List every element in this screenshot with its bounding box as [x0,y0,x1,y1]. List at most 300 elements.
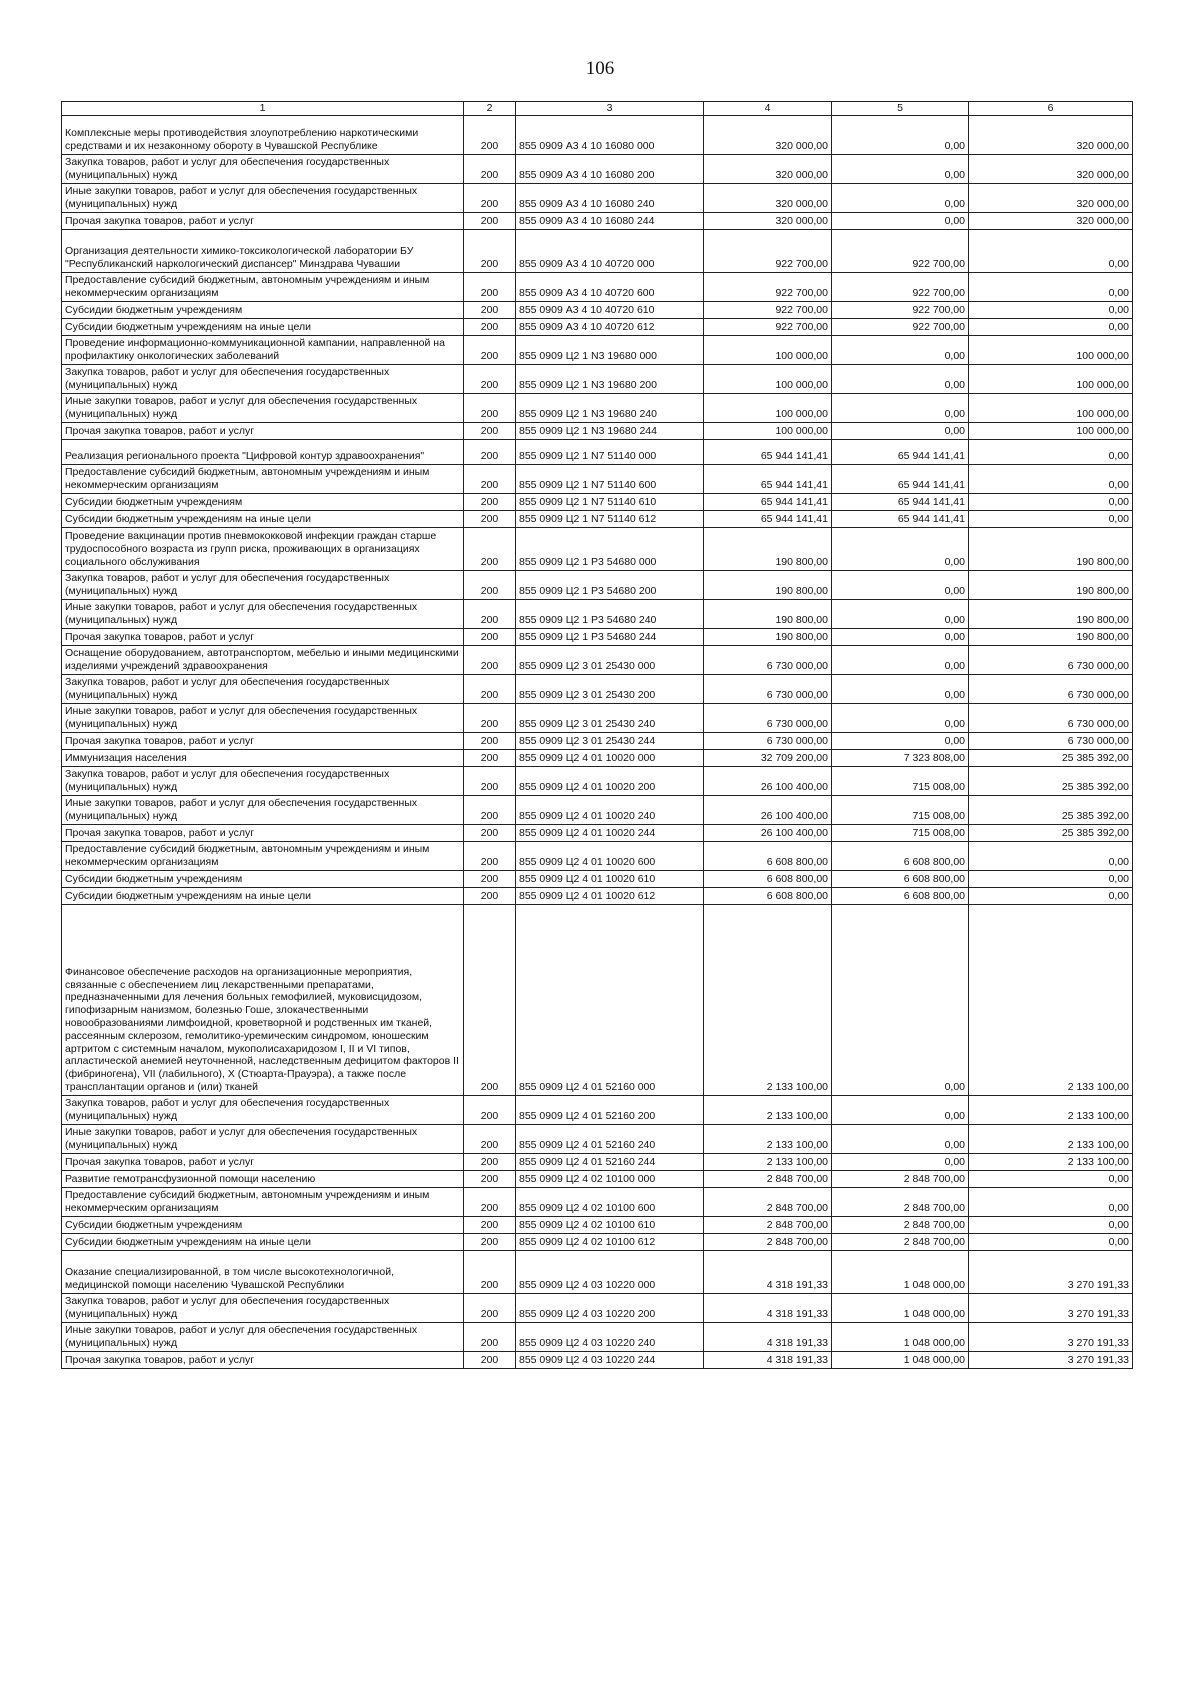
row-col2: 200 [464,439,516,464]
row-code: 855 0909 Ц2 4 01 52160 200 [516,1095,704,1124]
row-name: Субсидии бюджетным учреждениям на иные цели [62,1233,464,1250]
row-value-4: 190 800,00 [704,570,832,599]
row-name: Прочая закупка товаров, работ и услуг [62,1153,464,1170]
row-value-6: 2 133 100,00 [969,1095,1133,1124]
row-value-4: 100 000,00 [704,364,832,393]
row-code: 855 0909 Ц2 1 P3 54680 244 [516,628,704,645]
row-col2: 200 [464,115,516,154]
row-value-6: 3 270 191,33 [969,1293,1133,1322]
row-value-4: 6 730 000,00 [704,645,832,674]
row-name: Прочая закупка товаров, работ и услуг [62,422,464,439]
row-value-4: 922 700,00 [704,229,832,272]
table-row [62,510,1133,527]
page-number: 106 [585,58,615,79]
row-value-4: 2 133 100,00 [704,904,832,1095]
row-code: 855 0909 А3 4 10 40720 610 [516,301,704,318]
row-value-4: 190 800,00 [704,599,832,628]
row-value-4: 4 318 191,33 [704,1250,832,1293]
row-value-6: 25 385 392,00 [969,824,1133,841]
row-col2: 200 [464,464,516,493]
table-row [62,904,1133,1095]
table-row [62,1124,1133,1153]
row-value-4: 2 133 100,00 [704,1095,832,1124]
row-col2: 200 [464,766,516,795]
row-value-6: 6 730 000,00 [969,645,1133,674]
row-value-6: 25 385 392,00 [969,749,1133,766]
row-code: 855 0909 Ц2 4 02 10100 612 [516,1233,704,1250]
row-value-6: 0,00 [969,870,1133,887]
row-value-4: 65 944 141,41 [704,464,832,493]
row-value-6: 0,00 [969,272,1133,301]
row-code: 855 0909 Ц2 4 01 52160 244 [516,1153,704,1170]
row-value-6: 190 800,00 [969,628,1133,645]
row-name: Закупка товаров, работ и услуг для обеспечения государственных (муниципальных) нужд [62,364,464,393]
row-code: 855 0909 Ц2 4 03 10220 244 [516,1351,704,1368]
table-row [62,1170,1133,1187]
row-value-6: 100 000,00 [969,364,1133,393]
row-value-5: 0,00 [832,628,969,645]
row-col2: 200 [464,229,516,272]
row-col2: 200 [464,493,516,510]
row-name: Закупка товаров, работ и услуг для обеспечения государственных (муниципальных) нужд [62,154,464,183]
table-row [62,645,1133,674]
row-value-4: 190 800,00 [704,527,832,570]
row-value-5: 0,00 [832,732,969,749]
row-value-5: 1 048 000,00 [832,1293,969,1322]
row-value-6: 25 385 392,00 [969,766,1133,795]
row-code: 855 0909 Ц2 4 01 10020 200 [516,766,704,795]
row-name: Закупка товаров, работ и услуг для обеспечения государственных (муниципальных) нужд [62,674,464,703]
row-value-5: 65 944 141,41 [832,439,969,464]
row-code: 855 0909 Ц2 1 N3 19680 240 [516,393,704,422]
table-row [62,824,1133,841]
row-name: Иные закупки товаров, работ и услуг для обеспечения государственных (муниципальных) нужд [62,599,464,628]
row-value-4: 2 848 700,00 [704,1233,832,1250]
row-name: Закупка товаров, работ и услуг для обеспечения государственных (муниципальных) нужд [62,1095,464,1124]
row-value-6: 190 800,00 [969,599,1133,628]
row-col2: 200 [464,1216,516,1233]
row-name: Закупка товаров, работ и услуг для обеспечения государственных (муниципальных) нужд [62,570,464,599]
row-col2: 200 [464,527,516,570]
table-row [62,703,1133,732]
row-code: 855 0909 Ц2 1 N3 19680 200 [516,364,704,393]
table-row [62,1250,1133,1293]
table-row [62,1216,1133,1233]
header-col-4: 4 [704,102,832,116]
table-row [62,749,1133,766]
row-value-5: 0,00 [832,1095,969,1124]
row-code: 855 0909 Ц2 4 02 10100 600 [516,1187,704,1216]
row-value-6: 0,00 [969,510,1133,527]
row-value-6: 25 385 392,00 [969,795,1133,824]
row-code: 855 0909 Ц2 1 N3 19680 244 [516,422,704,439]
row-value-6: 6 730 000,00 [969,732,1133,749]
table-row [62,212,1133,229]
row-value-6: 100 000,00 [969,393,1133,422]
row-value-6: 100 000,00 [969,422,1133,439]
table-row [62,1351,1133,1368]
row-value-4: 6 730 000,00 [704,674,832,703]
row-code: 855 0909 Ц2 4 02 10100 610 [516,1216,704,1233]
row-col2: 200 [464,510,516,527]
header-col-2: 2 [464,102,516,116]
row-value-6: 0,00 [969,1216,1133,1233]
row-value-6: 100 000,00 [969,335,1133,364]
row-col2: 200 [464,272,516,301]
table-row [62,318,1133,335]
row-value-4: 320 000,00 [704,212,832,229]
row-name: Комплексные меры противодействия злоупотреблению наркотическими средствами и их незаконному обороту в Чувашской Республике [62,115,464,154]
row-code: 855 0909 Ц2 4 03 10220 240 [516,1322,704,1351]
row-value-4: 4 318 191,33 [704,1351,832,1368]
row-value-4: 4 318 191,33 [704,1322,832,1351]
row-col2: 200 [464,904,516,1095]
row-value-5: 715 008,00 [832,824,969,841]
table-row [62,887,1133,904]
row-name: Иные закупки товаров, работ и услуг для обеспечения государственных (муниципальных) нужд [62,1322,464,1351]
row-code: 855 0909 А3 4 10 16080 240 [516,183,704,212]
row-value-5: 922 700,00 [832,229,969,272]
row-value-6: 2 133 100,00 [969,1124,1133,1153]
row-value-5: 715 008,00 [832,766,969,795]
row-col2: 200 [464,1187,516,1216]
row-code: 855 0909 Ц2 1 P3 54680 240 [516,599,704,628]
row-col2: 200 [464,599,516,628]
row-code: 855 0909 А3 4 10 40720 000 [516,229,704,272]
table-row [62,674,1133,703]
row-value-5: 0,00 [832,364,969,393]
table-row [62,439,1133,464]
header-col-1: 1 [62,102,464,116]
row-col2: 200 [464,1250,516,1293]
row-code: 855 0909 Ц2 4 01 10020 610 [516,870,704,887]
row-name: Предоставление субсидий бюджетным, автономным учреждениям и иным некоммерческим организациям [62,1187,464,1216]
row-value-6: 320 000,00 [969,183,1133,212]
row-code: 855 0909 Ц2 3 01 25430 240 [516,703,704,732]
row-col2: 200 [464,824,516,841]
row-name: Субсидии бюджетным учреждениям [62,301,464,318]
row-name: Прочая закупка товаров, работ и услуг [62,212,464,229]
row-col2: 200 [464,732,516,749]
table-row [62,301,1133,318]
row-value-4: 6 608 800,00 [704,887,832,904]
row-value-4: 65 944 141,41 [704,493,832,510]
row-value-5: 7 323 808,00 [832,749,969,766]
table-row [62,493,1133,510]
table-row [62,1233,1133,1250]
row-name: Субсидии бюджетным учреждениям на иные цели [62,510,464,527]
row-value-4: 100 000,00 [704,335,832,364]
row-value-5: 1 048 000,00 [832,1351,969,1368]
row-col2: 200 [464,364,516,393]
row-name: Иные закупки товаров, работ и услуг для обеспечения государственных (муниципальных) нужд [62,393,464,422]
row-name: Субсидии бюджетным учреждениям на иные цели [62,318,464,335]
row-value-6: 320 000,00 [969,115,1133,154]
row-name: Оказание специализированной, в том числе высокотехнологичной, медицинской помощи населению Чувашской Республики [62,1250,464,1293]
table-row [62,422,1133,439]
row-value-6: 320 000,00 [969,154,1133,183]
row-code: 855 0909 Ц2 4 02 10100 000 [516,1170,704,1187]
row-value-4: 65 944 141,41 [704,510,832,527]
row-value-5: 0,00 [832,393,969,422]
table-row [62,732,1133,749]
row-value-5: 0,00 [832,527,969,570]
table-row [62,335,1133,364]
row-col2: 200 [464,749,516,766]
row-value-4: 6 608 800,00 [704,870,832,887]
row-value-6: 0,00 [969,1233,1133,1250]
row-col2: 200 [464,674,516,703]
table-row [62,272,1133,301]
row-value-4: 6 730 000,00 [704,703,832,732]
row-code: 855 0909 Ц2 3 01 25430 244 [516,732,704,749]
row-code: 855 0909 Ц2 1 N7 51140 600 [516,464,704,493]
table-row [62,1322,1133,1351]
budget-table [61,101,1133,1369]
row-code: 855 0909 Ц2 3 01 25430 000 [516,645,704,674]
row-value-6: 0,00 [969,464,1133,493]
row-name: Иные закупки товаров, работ и услуг для обеспечения государственных (муниципальных) нужд [62,183,464,212]
row-name: Прочая закупка товаров, работ и услуг [62,628,464,645]
row-value-6: 190 800,00 [969,570,1133,599]
table-row [62,766,1133,795]
row-name: Проведение вакцинации против пневмококковой инфекции граждан старше трудоспособного возраста из групп риска, проживающих в организациях социального обслуживания [62,527,464,570]
row-value-5: 0,00 [832,1124,969,1153]
row-value-6: 0,00 [969,493,1133,510]
table-body [62,115,1133,1368]
table-header [62,102,1133,116]
table-row [62,183,1133,212]
row-value-6: 2 133 100,00 [969,904,1133,1095]
row-col2: 200 [464,645,516,674]
row-name: Финансовое обеспечение расходов на организационные мероприятия, связанные с обеспечением лиц лекарственными препаратами, предназначенными для лечения больных гемофилией, муковисцидозом, гипофизарным нанизмом, болезнью Гоше, злокачественными новообразованиями лимфоидной, кроветворной и родственных им тканей, рассеянным склерозом, гемолитико-уремическим синдромом, юношеским артритом с системным началом, мукополисахаридозом I, II и VI типов, апластической анемией неуточненной, наследственным дефицитом факторов II (фибриногена), VII (лабильного), X (Стюарта-Прауэра), а также после трансплантации органов и (или) тканей [62,904,464,1095]
row-value-5: 6 608 800,00 [832,887,969,904]
row-code: 855 0909 Ц2 4 01 52160 240 [516,1124,704,1153]
table-row [62,599,1133,628]
row-code: 855 0909 Ц2 1 N7 51140 612 [516,510,704,527]
row-name: Закупка товаров, работ и услуг для обеспечения государственных (муниципальных) нужд [62,766,464,795]
row-code: 855 0909 А3 4 10 16080 000 [516,115,704,154]
row-col2: 200 [464,1095,516,1124]
row-value-6: 6 730 000,00 [969,703,1133,732]
table-row [62,527,1133,570]
row-code: 855 0909 Ц2 4 01 10020 000 [516,749,704,766]
row-col2: 200 [464,1322,516,1351]
row-col2: 200 [464,318,516,335]
row-name: Предоставление субсидий бюджетным, автономным учреждениям и иным некоммерческим организациям [62,464,464,493]
row-code: 855 0909 Ц2 4 01 10020 240 [516,795,704,824]
row-value-6: 0,00 [969,841,1133,870]
row-value-6: 3 270 191,33 [969,1250,1133,1293]
row-value-4: 4 318 191,33 [704,1293,832,1322]
row-value-5: 0,00 [832,183,969,212]
row-code: 855 0909 Ц2 4 03 10220 000 [516,1250,704,1293]
row-value-5: 65 944 141,41 [832,493,969,510]
row-name: Реализация регионального проекта "Цифровой контур здравоохранения" [62,439,464,464]
row-col2: 200 [464,1293,516,1322]
row-value-5: 65 944 141,41 [832,510,969,527]
row-name: Проведение информационно-коммуникационной кампании, направленной на профилактику онкологических заболеваний [62,335,464,364]
row-code: 855 0909 А3 4 10 16080 200 [516,154,704,183]
row-code: 855 0909 А3 4 10 40720 612 [516,318,704,335]
row-name: Прочая закупка товаров, работ и услуг [62,1351,464,1368]
row-col2: 200 [464,422,516,439]
row-name: Иные закупки товаров, работ и услуг для обеспечения государственных (муниципальных) нужд [62,703,464,732]
row-name: Субсидии бюджетным учреждениям [62,870,464,887]
row-value-5: 0,00 [832,154,969,183]
row-col2: 200 [464,795,516,824]
row-col2: 200 [464,703,516,732]
row-value-4: 100 000,00 [704,393,832,422]
row-col2: 200 [464,1351,516,1368]
row-col2: 200 [464,1170,516,1187]
row-value-6: 6 730 000,00 [969,674,1133,703]
row-value-5: 922 700,00 [832,272,969,301]
row-value-4: 2 848 700,00 [704,1216,832,1233]
row-value-4: 190 800,00 [704,628,832,645]
row-value-5: 922 700,00 [832,318,969,335]
row-name: Иммунизация населения [62,749,464,766]
row-value-5: 0,00 [832,599,969,628]
row-col2: 200 [464,841,516,870]
row-value-5: 0,00 [832,115,969,154]
header-row [62,102,1133,116]
row-value-5: 6 608 800,00 [832,841,969,870]
row-value-5: 2 848 700,00 [832,1187,969,1216]
row-value-5: 0,00 [832,674,969,703]
row-value-4: 100 000,00 [704,422,832,439]
row-value-5: 0,00 [832,335,969,364]
row-value-6: 0,00 [969,229,1133,272]
row-value-5: 65 944 141,41 [832,464,969,493]
row-name: Субсидии бюджетным учреждениям [62,493,464,510]
row-code: 855 0909 А3 4 10 16080 244 [516,212,704,229]
table-row [62,115,1133,154]
row-value-5: 1 048 000,00 [832,1250,969,1293]
row-value-5: 0,00 [832,422,969,439]
table-row [62,1293,1133,1322]
row-col2: 200 [464,1233,516,1250]
header-col-6: 6 [969,102,1133,116]
row-code: 855 0909 Ц2 1 N7 51140 000 [516,439,704,464]
row-name: Субсидии бюджетным учреждениям [62,1216,464,1233]
row-value-5: 0,00 [832,904,969,1095]
row-code: 855 0909 Ц2 1 N7 51140 610 [516,493,704,510]
row-code: 855 0909 Ц2 1 P3 54680 000 [516,527,704,570]
row-col2: 200 [464,887,516,904]
row-value-4: 26 100 400,00 [704,766,832,795]
row-code: 855 0909 Ц2 3 01 25430 200 [516,674,704,703]
table-row [62,1187,1133,1216]
row-col2: 200 [464,1124,516,1153]
table-row [62,628,1133,645]
row-col2: 200 [464,570,516,599]
table-row [62,464,1133,493]
row-col2: 200 [464,154,516,183]
row-value-5: 1 048 000,00 [832,1322,969,1351]
row-value-5: 0,00 [832,570,969,599]
row-name: Предоставление субсидий бюджетным, автономным учреждениям и иным некоммерческим организациям [62,272,464,301]
row-value-4: 922 700,00 [704,272,832,301]
row-value-4: 2 133 100,00 [704,1153,832,1170]
table-row [62,870,1133,887]
row-value-6: 0,00 [969,1187,1133,1216]
row-value-5: 6 608 800,00 [832,870,969,887]
row-code: 855 0909 Ц2 4 03 10220 200 [516,1293,704,1322]
row-value-6: 0,00 [969,301,1133,318]
row-code: 855 0909 Ц2 4 01 10020 244 [516,824,704,841]
row-value-5: 715 008,00 [832,795,969,824]
row-name: Иные закупки товаров, работ и услуг для обеспечения государственных (муниципальных) нужд [62,795,464,824]
row-value-5: 0,00 [832,1153,969,1170]
table-row [62,364,1133,393]
row-value-4: 6 730 000,00 [704,732,832,749]
row-col2: 200 [464,335,516,364]
row-col2: 200 [464,212,516,229]
row-value-6: 190 800,00 [969,527,1133,570]
row-code: 855 0909 А3 4 10 40720 600 [516,272,704,301]
row-value-4: 320 000,00 [704,183,832,212]
row-value-4: 320 000,00 [704,115,832,154]
row-value-6: 3 270 191,33 [969,1351,1133,1368]
table-row [62,1095,1133,1124]
row-code: 855 0909 Ц2 4 01 10020 612 [516,887,704,904]
row-value-5: 0,00 [832,645,969,674]
row-code: 855 0909 Ц2 4 01 52160 000 [516,904,704,1095]
table-row [62,795,1133,824]
row-name: Развитие гемотрансфузионной помощи населению [62,1170,464,1187]
row-col2: 200 [464,870,516,887]
row-name: Предоставление субсидий бюджетным, автономным учреждениям и иным некоммерческим организациям [62,841,464,870]
row-col2: 200 [464,1153,516,1170]
row-value-6: 2 133 100,00 [969,1153,1133,1170]
row-value-4: 2 133 100,00 [704,1124,832,1153]
row-col2: 200 [464,183,516,212]
row-name: Прочая закупка товаров, работ и услуг [62,824,464,841]
table-row [62,229,1133,272]
row-name: Оснащение оборудованием, автотранспортом, мебелью и иными медицинскими изделиями учреждений здравоохранения [62,645,464,674]
row-value-4: 6 608 800,00 [704,841,832,870]
row-value-5: 0,00 [832,703,969,732]
row-value-4: 922 700,00 [704,301,832,318]
row-code: 855 0909 Ц2 1 P3 54680 200 [516,570,704,599]
row-value-6: 0,00 [969,1170,1133,1187]
header-col-5: 5 [832,102,969,116]
row-value-4: 2 848 700,00 [704,1187,832,1216]
table-row [62,570,1133,599]
row-value-6: 0,00 [969,439,1133,464]
row-name: Прочая закупка товаров, работ и услуг [62,732,464,749]
row-name: Иные закупки товаров, работ и услуг для обеспечения государственных (муниципальных) нужд [62,1124,464,1153]
table-row [62,154,1133,183]
row-value-4: 26 100 400,00 [704,795,832,824]
table-row [62,841,1133,870]
row-value-4: 2 848 700,00 [704,1170,832,1187]
row-col2: 200 [464,393,516,422]
row-name: Закупка товаров, работ и услуг для обеспечения государственных (муниципальных) нужд [62,1293,464,1322]
row-value-5: 922 700,00 [832,301,969,318]
table-row [62,393,1133,422]
row-value-5: 2 848 700,00 [832,1216,969,1233]
header-col-3: 3 [516,102,704,116]
row-value-5: 0,00 [832,212,969,229]
row-value-5: 2 848 700,00 [832,1170,969,1187]
row-value-5: 2 848 700,00 [832,1233,969,1250]
row-value-4: 26 100 400,00 [704,824,832,841]
row-code: 855 0909 Ц2 1 N3 19680 000 [516,335,704,364]
row-value-4: 320 000,00 [704,154,832,183]
row-col2: 200 [464,628,516,645]
